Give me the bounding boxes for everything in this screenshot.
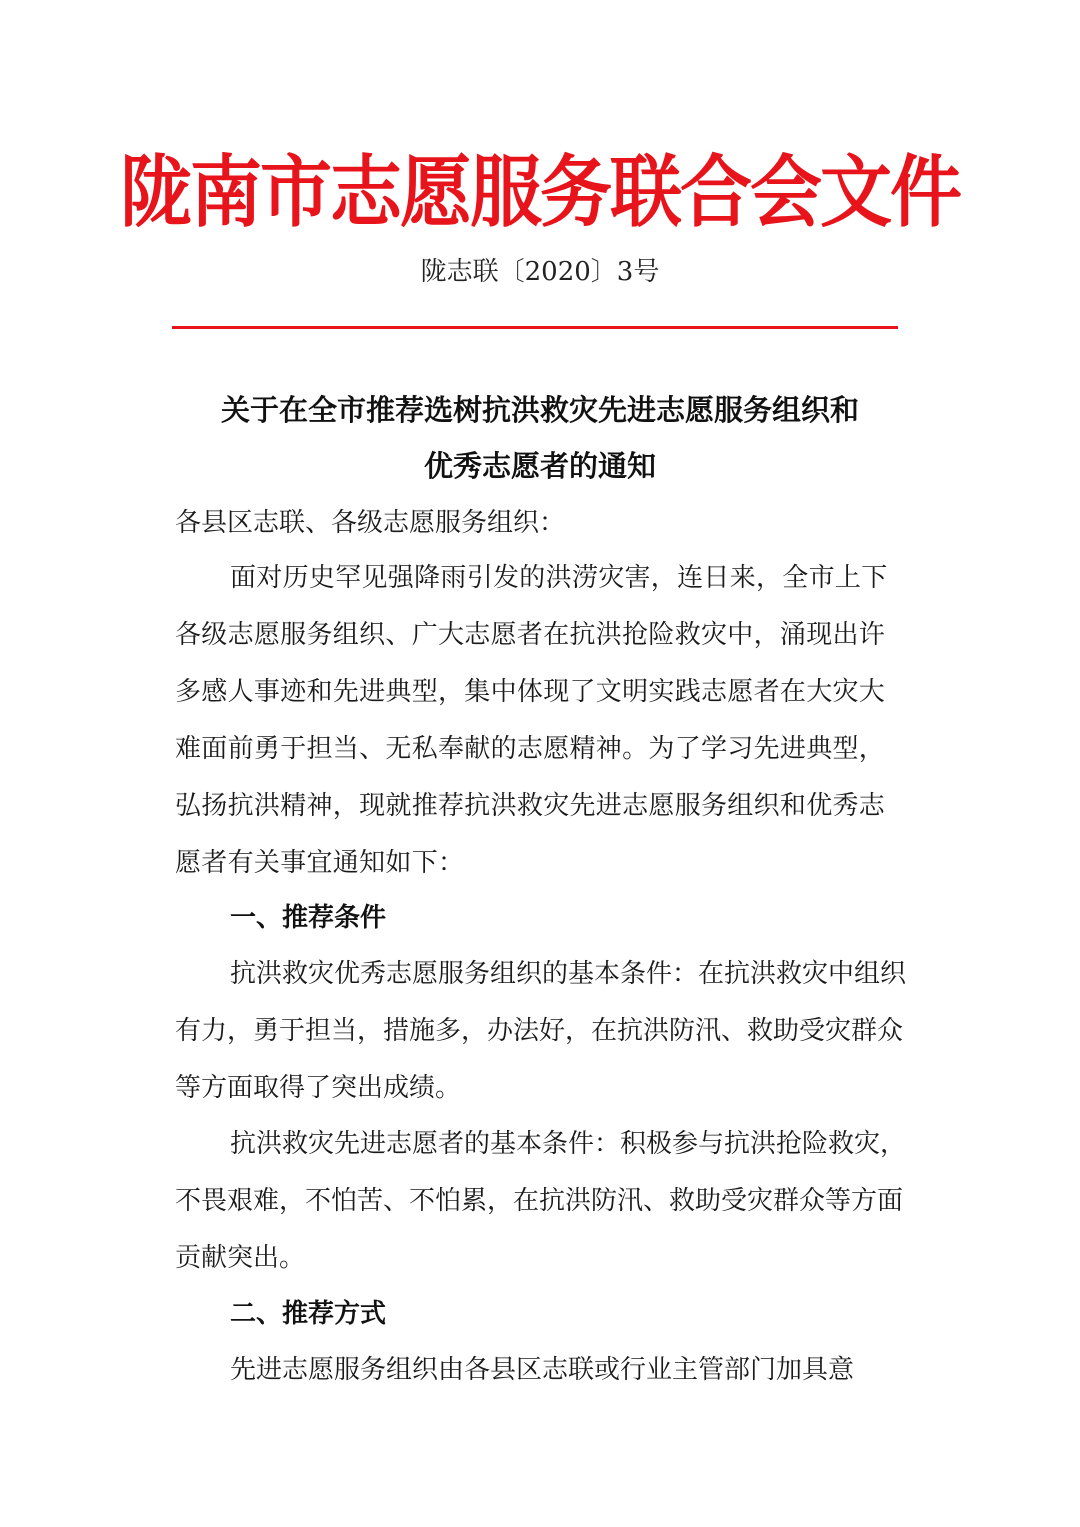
method-paragraph: 先进志愿服务组织由各县区志联或行业主管部门加具意 (230, 1355, 855, 1385)
section-heading-conditions: 一、推荐条件 (230, 903, 387, 933)
salutation: 各县区志联、各级志愿服务组织： (175, 508, 566, 538)
intro-paragraph: 面对历史罕见强降雨引发的洪涝灾害，连日来，全市上下各级志愿服务组织、广大志愿者在抗洪抢险救灾中，涌现出许多感人事迹和先进典型，集中体现了文明实践志愿者在大灾大难面前勇于担当、无私奉献的志愿精神。为了学习先进典型，弘扬抗洪精神，现就推荐抗洪救灾先进志愿服务组织和优秀志愿者有关事宜通知如下： (175, 563, 888, 878)
organization-criteria-paragraph: 抗洪救灾优秀志愿服务组织的基本条件：在抗洪救灾中组织有力，勇于担当，措施多，办法好，在抗洪防汛、救助受灾群众等方面取得了突出成绩。 (175, 959, 907, 1103)
notice-title-line-1: 关于在全市推荐选树抗洪救灾先进志愿服务组织和 (220, 393, 859, 427)
notice-title-line-2: 优秀志愿者的通知 (423, 449, 656, 483)
document-number: 陇志联〔2020〕3号 (420, 257, 660, 287)
section-heading-method: 二、推荐方式 (230, 1299, 387, 1329)
masthead-title: 陇南市志愿服务联合会文件 (119, 146, 960, 238)
red-divider-line (172, 326, 898, 329)
volunteer-criteria-paragraph: 抗洪救灾先进志愿者的基本条件：积极参与抗洪抢险救灾，不畏艰难，不怕苦、不怕累，在抗洪防汛、救助受灾群众等方面贡献突出。 (175, 1129, 907, 1273)
